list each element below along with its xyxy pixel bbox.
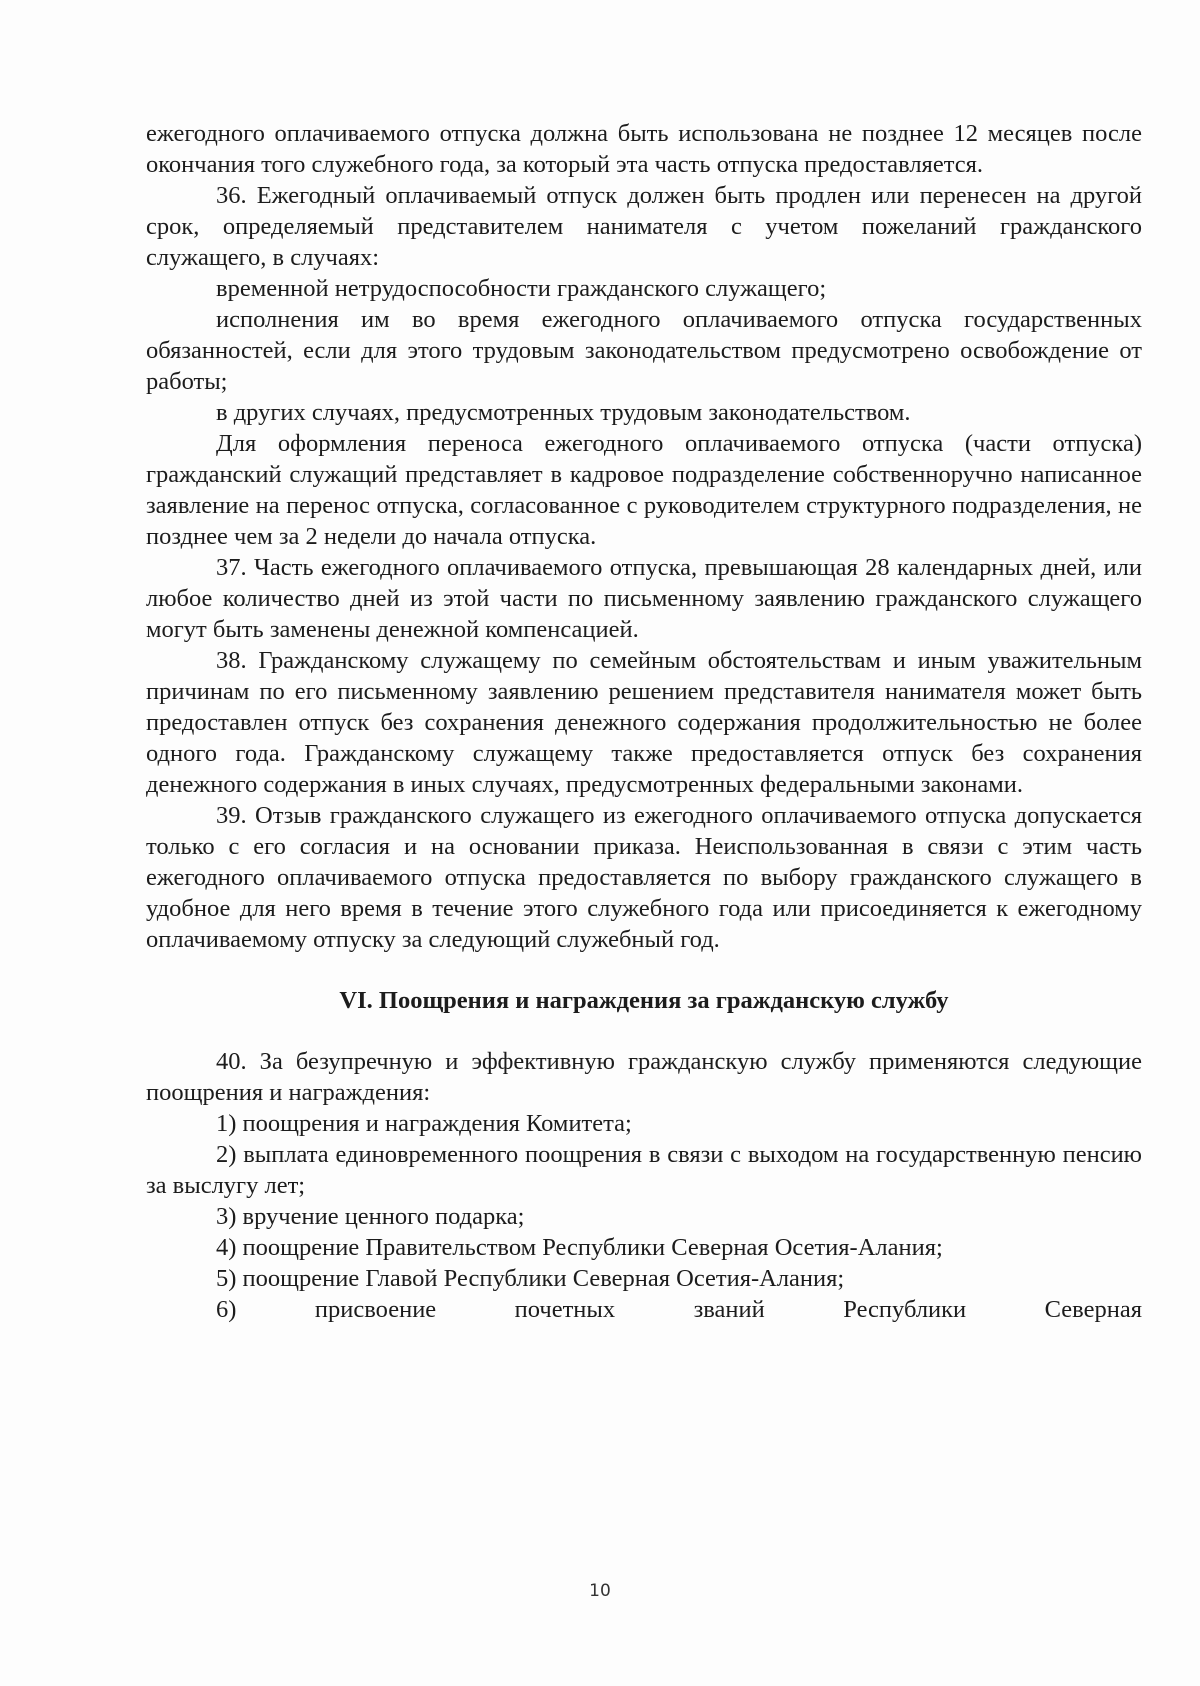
list-item-6: 6) присвоение почетных званий Республики Северная (216, 1296, 1142, 1323)
page-number: 10 (589, 1581, 611, 1601)
paragraph-item-37: 37. Часть ежегодного оплачиваемого отпуска, превышающая 28 календарных дней, или любое количество дней из этой части по письменному заявлению гражданского служащего могут быть заменены денежной компенсацией. (146, 554, 1142, 643)
paragraph-case-state-duties: исполнения им во время ежегодного оплачиваемого отпуска государственных обязанностей, если для этого трудовым законодательством предусмотрено освобождение от работы; (146, 306, 1142, 395)
list-item-2: 2) выплата единовременного поощрения в связи с выходом на государственную пенсию за выслугу лет; (146, 1141, 1142, 1199)
paragraph-item-38: 38. Гражданскому служащему по семейным обстоятельствам и иным уважительным причинам по его письменному заявлению решением представителя нанимателя может быть предоставлен отпуск без сохранения денежного содержания продолжительностью не более одного года. Гражданскому служащему также предоставляется отпуск без сохранения денежного содержания в иных случаях, предусмотренных федеральными законами. (146, 647, 1142, 798)
page-body (146, 118, 1142, 1325)
section-heading: VI. Поощрения и награждения за гражданскую службу (339, 987, 949, 1014)
paragraph-continuation: ежегодного оплачиваемого отпуска должна быть использована не позднее 12 месяцев после окончания того служебного года, за который эта часть отпуска предоставляется. (146, 120, 1142, 178)
list-item-5: 5) поощрение Главой Республики Северная Осетия-Алания; (216, 1265, 845, 1292)
paragraph-item-36: 36. Ежегодный оплачиваемый отпуск должен быть продлен или перенесен на другой срок, определяемый представителем нанимателя с учетом пожеланий гражданского служащего, в случаях: (146, 182, 1142, 271)
list-item-1: 1) поощрения и награждения Комитета; (216, 1110, 632, 1137)
paragraph-case-other: в других случаях, предусмотренных трудовым законодательством. (216, 399, 911, 426)
paragraph-item-39: 39. Отзыв гражданского служащего из ежегодного оплачиваемого отпуска допускается только с его согласия и на основании приказа. Неиспользованная в связи с этим часть ежегодного оплачиваемого отпуска предоставляется по выбору гражданского служащего в удобное для него время в течение этого служебного года или присоединяется к ежегодному оплачиваемому отпуску за следующий служебный год. (146, 802, 1142, 953)
paragraph-item-40: 40. За безупречную и эффективную гражданскую службу применяются следующие поощрения и награждения: (146, 1048, 1142, 1106)
list-item-3: 3) вручение ценного подарка; (216, 1203, 525, 1230)
paragraph-transfer-procedure: Для оформления переноса ежегодного оплачиваемого отпуска (части отпуска) гражданский служащий представляет в кадровое подразделение собственноручно написанное заявление на перенос отпуска, согласованное с руководителем структурного подразделения, не позднее чем за 2 недели до начала отпуска. (146, 430, 1142, 550)
paragraph-case-temporary-disability: временной нетрудоспособности гражданского служащего; (216, 275, 827, 302)
list-item-4: 4) поощрение Правительством Республики Северная Осетия-Алания; (216, 1234, 943, 1261)
